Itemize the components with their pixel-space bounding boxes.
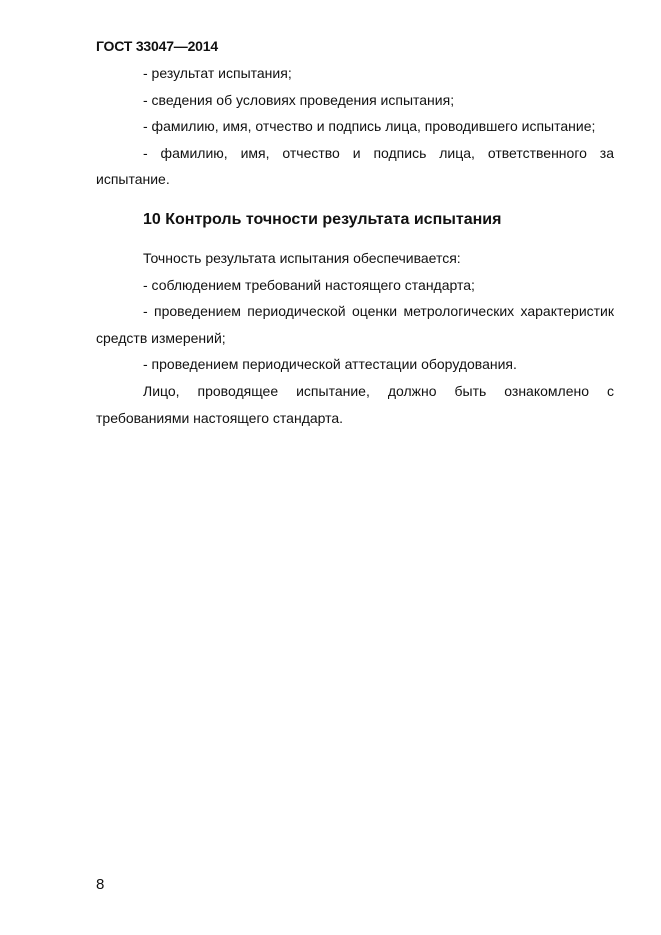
closing-paragraph: Лицо, проводящее испытание, должно быть ознакомлено с требованиями настоящего стандарта. — [96, 382, 614, 426]
page-number: 8 — [96, 876, 105, 893]
section-intro: Точность результата испытания обеспечивается: — [143, 249, 461, 266]
list-item: - соблюдением требований настоящего стандарта; — [143, 276, 475, 293]
document-body — [96, 60, 614, 431]
list-item: - сведения об условиях проведения испытания; — [143, 91, 455, 108]
list-item: - проведением периодической аттестации оборудования. — [143, 356, 517, 373]
list-item: - фамилию, имя, отчество и подпись лица, ответственного за испытание. — [96, 144, 614, 188]
list-item: - фамилию, имя, отчество и подпись лица, проводившего испытание; — [143, 118, 596, 135]
list-item: - результат испытания; — [143, 65, 292, 81]
list-item: - проведением периодической оценки метрологических характеристик средств измерений; — [96, 303, 614, 346]
document-header: ГОСТ 33047—2014 — [96, 38, 218, 54]
section-heading: 10 Контроль точности результата испытания — [143, 210, 502, 228]
